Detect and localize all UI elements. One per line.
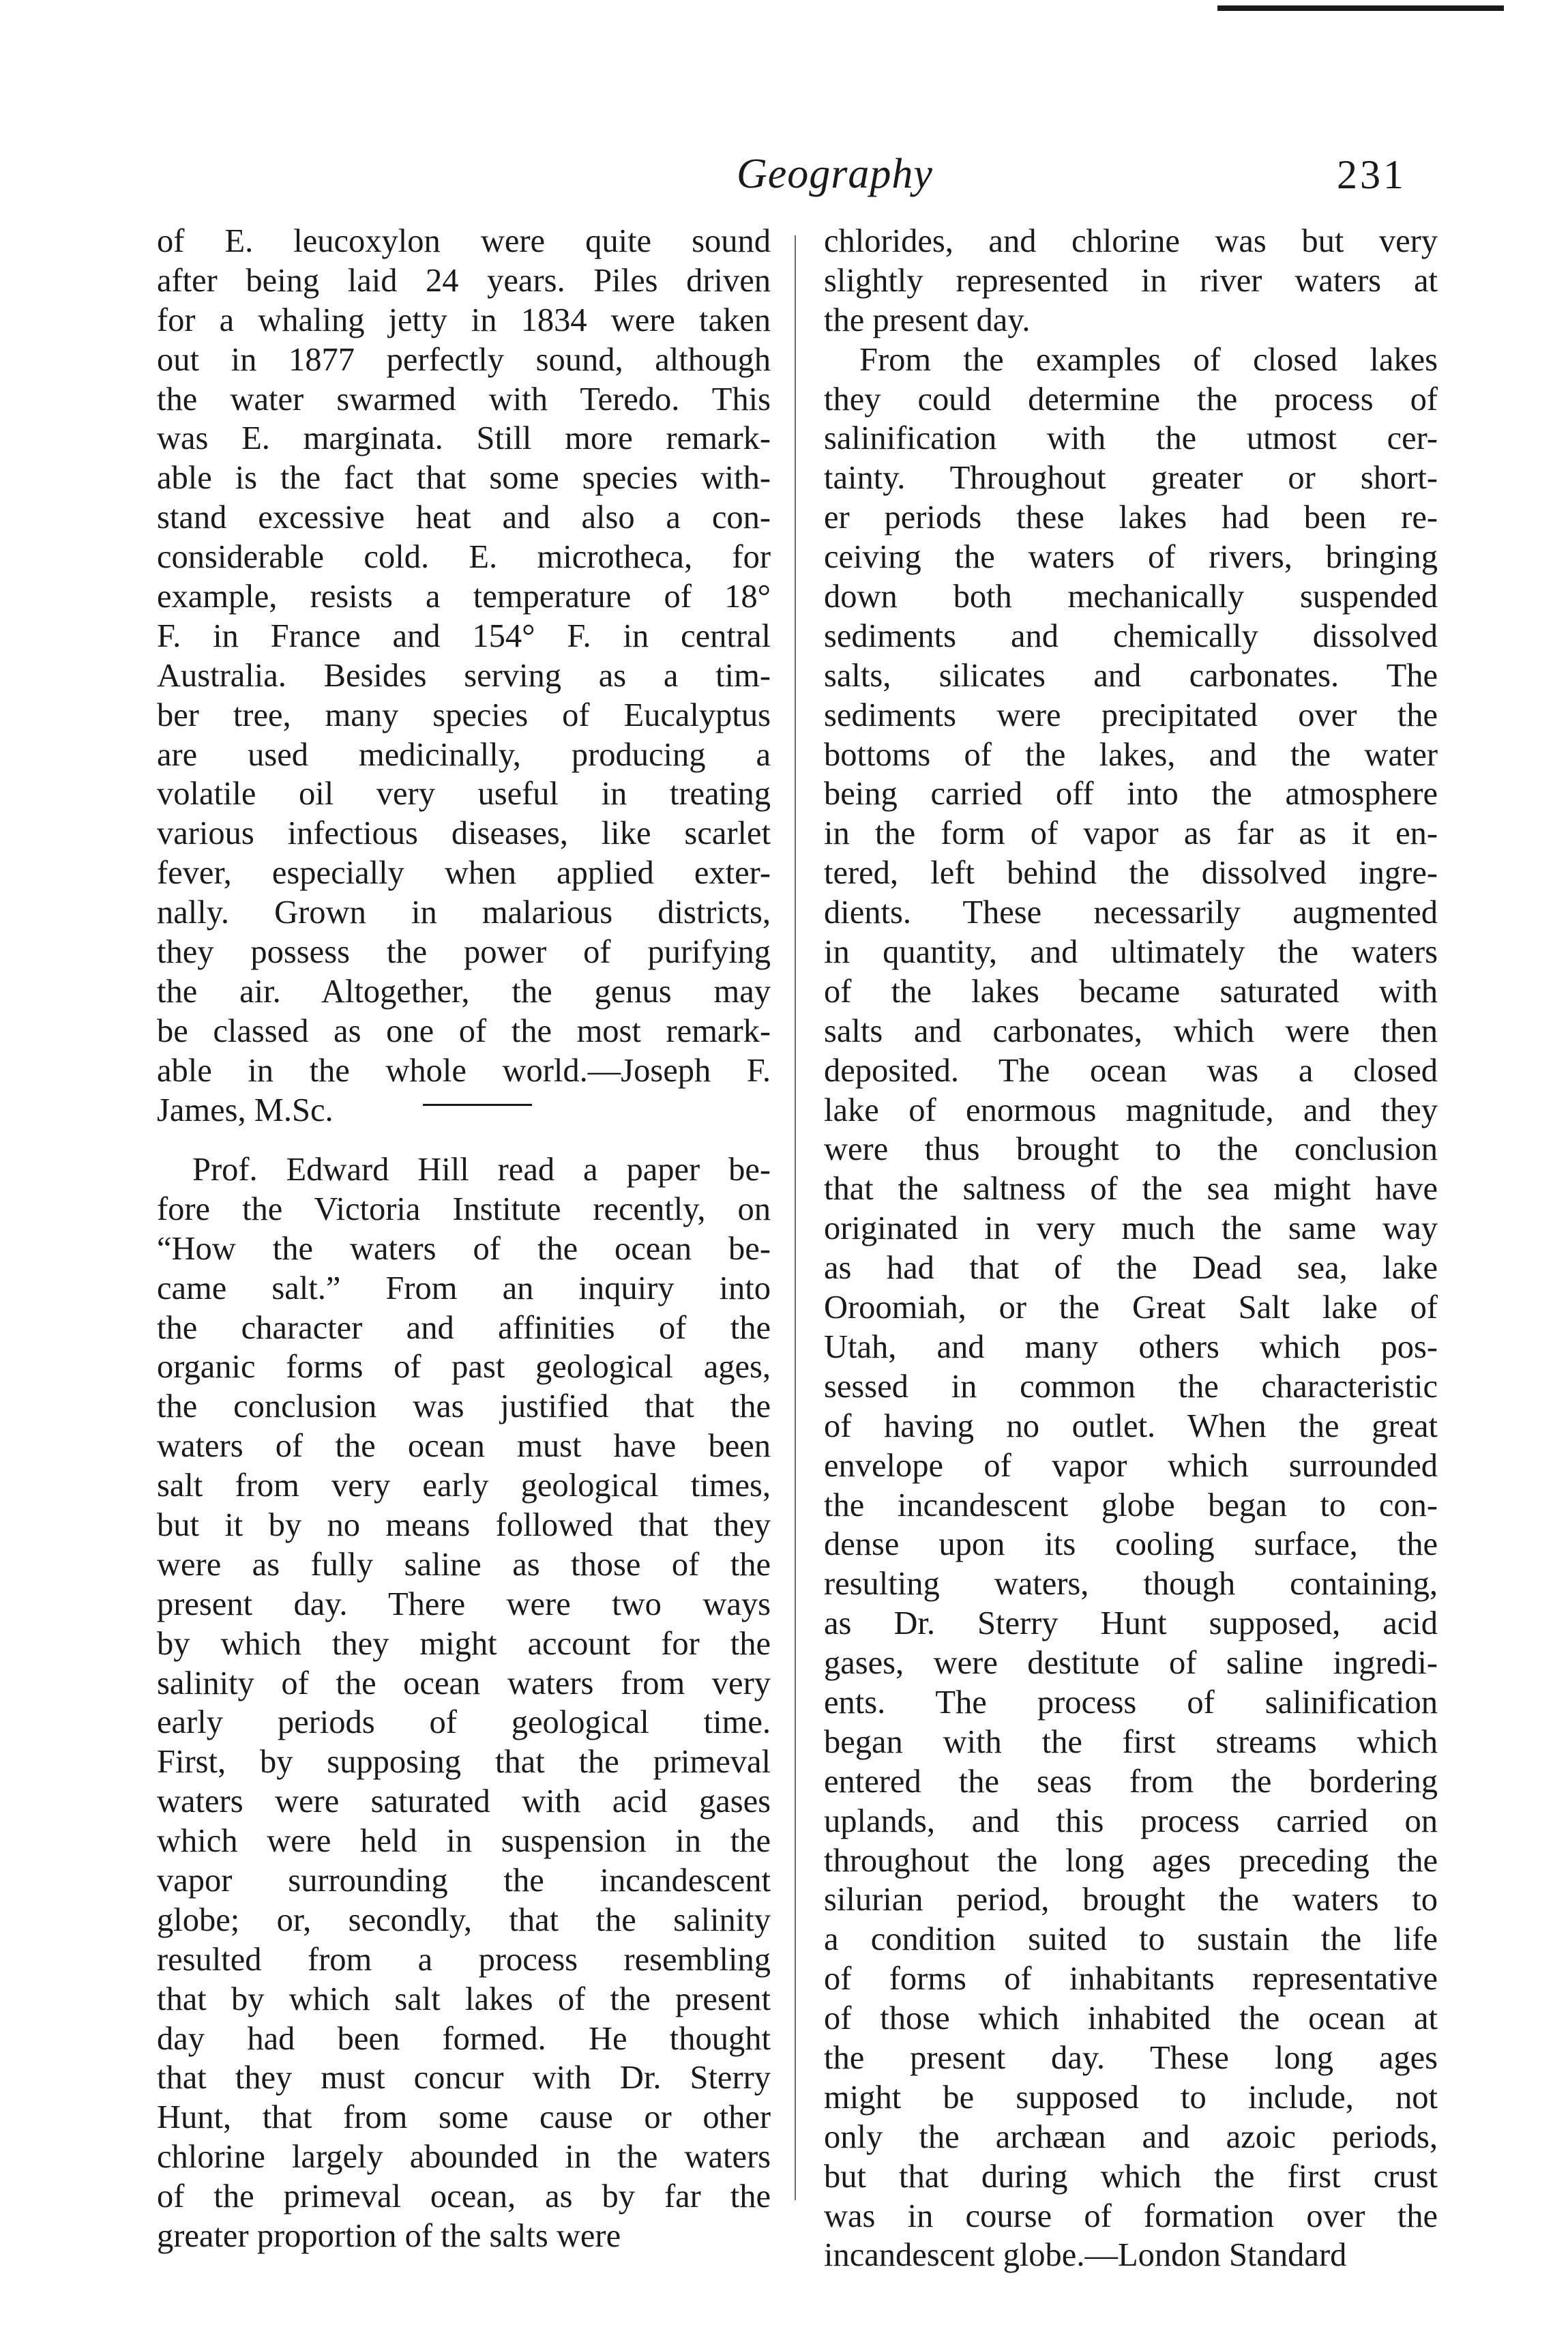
text-line: of forms of inhabitants representative [824, 1961, 1438, 1998]
text-line: tainty. Throughout greater or short- [824, 460, 1438, 497]
text-line: bottoms of the lakes, and the water [824, 736, 1438, 773]
text-line: they could determine the process of [824, 381, 1438, 418]
text-line: the conclusion was justified that the [157, 1388, 771, 1425]
text-line: vapor surrounding the incandescent [157, 1862, 771, 1899]
text-line: sediments and chemically dissolved [824, 617, 1438, 654]
text-line: stand excessive heat and also a con- [157, 499, 771, 536]
text-line: dense upon its cooling surface, the [824, 1526, 1438, 1563]
left-column-article-ocean-salt [157, 1150, 771, 2256]
text-line: envelope of vapor which surrounded [824, 1447, 1438, 1484]
text-line: lake of enormous magnitude, and they [824, 1092, 1438, 1128]
text-line: er periods these lakes had been re- [824, 499, 1438, 536]
article-separator-rule [423, 1104, 532, 1106]
text-line: being carried off into the atmosphere [824, 776, 1438, 813]
text-line: are used medicinally, producing a [157, 736, 771, 773]
text-line: fever, especially when applied exter- [157, 855, 771, 892]
text-line: the air. Altogether, the genus may [157, 973, 771, 1010]
text-line: incandescent globe.—London Standard [824, 2237, 1347, 2274]
text-line: ber tree, many species of Eucalyptus [157, 697, 771, 733]
text-line: volatile oil very useful in treating [157, 776, 771, 813]
text-line: chlorine largely abounded in the waters [157, 2139, 771, 2176]
text-line: entered the seas from the bordering [824, 1763, 1438, 1800]
text-line: waters were saturated with acid gases [157, 1783, 771, 1820]
text-line: fore the Victoria Institute recently, on [157, 1190, 771, 1227]
text-line: that they must concur with Dr. Sterry [157, 2060, 771, 2096]
text-line: “How the waters of the ocean be- [157, 1230, 771, 1267]
text-line: F. in France and 154° F. in central [157, 617, 771, 654]
text-line: but that during which the first crust [824, 2158, 1438, 2195]
text-line: sessed in common the characteristic [824, 1368, 1438, 1405]
text-line: were as fully saline as those of the [157, 1546, 771, 1583]
text-line: which were held in suspension in the [157, 1823, 771, 1860]
text-line: the present day. These long ages [824, 2039, 1438, 2076]
text-line: gases, were destitute of saline ingredi- [824, 1645, 1438, 1682]
text-line: able is the fact that some species with- [157, 460, 771, 497]
text-line: was E. marginata. Still more remark- [157, 420, 771, 457]
text-line: in the form of vapor as far as it en- [824, 815, 1438, 852]
left-column-article-eucalyptus [157, 222, 771, 1130]
text-line: James, M.Sc. [157, 1092, 334, 1128]
page-number: 231 [1337, 152, 1406, 197]
text-line: after being laid 24 years. Piles driven [157, 262, 771, 299]
text-line: Prof. Edward Hill read a paper be- [192, 1152, 771, 1188]
text-line: organic forms of past geological ages, [157, 1349, 771, 1386]
text-line: early periods of geological time. [157, 1704, 771, 1741]
text-line: various infectious diseases, like scarlet [157, 815, 771, 852]
text-line: the water swarmed with Teredo. This [157, 381, 771, 418]
text-line: that by which salt lakes of the present [157, 1981, 771, 2017]
text-line: sediments were precipitated over the [824, 697, 1438, 733]
text-line: in quantity, and ultimately the waters [824, 934, 1438, 971]
text-line: came salt.” From an inquiry into [157, 1270, 771, 1306]
text-line: might be supposed to include, not [824, 2079, 1438, 2116]
right-column-article-ocean-salt [824, 222, 1438, 2275]
text-line: dients. These necessarily augmented [824, 894, 1438, 931]
text-line: First, by supposing that the primeval [157, 1744, 771, 1781]
text-line: of having no outlet. When the great [824, 1407, 1438, 1444]
text-line: Hunt, that from some cause or other [157, 2099, 771, 2136]
text-line: ents. The process of salinification [824, 1684, 1438, 1721]
text-line: uplands, and this process carried on [824, 1802, 1438, 1839]
text-line: chlorides, and chlorine was but very [824, 223, 1438, 259]
text-line: globe; or, secondly, that the salinity [157, 1901, 771, 1938]
text-line: only the archæan and azoic periods, [824, 2118, 1438, 2155]
text-line: as had that of the Dead sea, lake [824, 1250, 1438, 1287]
text-line: of those which inhabited the ocean at [824, 2000, 1438, 2037]
text-line: salt from very early geological times, [157, 1467, 771, 1504]
running-head-title: Geography [737, 151, 933, 197]
text-line: salinity of the ocean waters from very [157, 1665, 771, 1701]
text-line: salinification with the utmost cer- [824, 420, 1438, 457]
text-line: of the primeval ocean, as by far the [157, 2178, 771, 2215]
text-line: ceiving the waters of rivers, bringing [824, 539, 1438, 576]
text-line: out in 1877 perfectly sound, although [157, 341, 771, 378]
text-line: salts, silicates and carbonates. The [824, 657, 1438, 694]
text-line: deposited. The ocean was a closed [824, 1052, 1438, 1089]
text-line: able in the whole world.—Joseph F. [157, 1052, 771, 1089]
text-line: were thus brought to the conclusion [824, 1131, 1438, 1168]
text-line: tered, left behind the dissolved ingre- [824, 855, 1438, 892]
text-line: be classed as one of the most remark- [157, 1012, 771, 1049]
text-line: From the examples of closed lakes [859, 341, 1438, 378]
text-line: nally. Grown in malarious districts, [157, 894, 771, 931]
text-line: slightly represented in river waters at [824, 262, 1438, 299]
text-line: considerable cold. E. microtheca, for [157, 539, 771, 576]
text-line: for a whaling jetty in 1834 were taken [157, 302, 771, 338]
text-line: Utah, and many others which pos- [824, 1328, 1438, 1365]
text-line: the character and affinities of the [157, 1309, 771, 1346]
text-line: that the saltness of the sea might have [824, 1171, 1438, 1208]
text-line: down both mechanically suspended [824, 579, 1438, 615]
text-line: the incandescent globe began to con- [824, 1487, 1438, 1523]
text-line: Oroomiah, or the Great Salt lake of [824, 1289, 1438, 1326]
text-line: of E. leucoxylon were quite sound [157, 223, 771, 259]
text-line: present day. There were two ways [157, 1586, 771, 1622]
text-line: originated in very much the same way [824, 1210, 1438, 1247]
text-line: they possess the power of purifying [157, 934, 771, 971]
text-line: a condition suited to sustain the life [824, 1921, 1438, 1958]
text-line: was in course of formation over the [824, 2197, 1438, 2234]
text-line: throughout the long ages preceding the [824, 1842, 1438, 1879]
column-divider [795, 235, 796, 2200]
text-line: greater proportion of the salts were [157, 2218, 621, 2255]
text-line: salts and carbonates, which were then [824, 1012, 1438, 1049]
text-line: of the lakes became saturated with [824, 973, 1438, 1010]
top-border-rule [1217, 5, 1504, 11]
text-line: the present day. [824, 302, 1031, 338]
text-line: began with the first streams which [824, 1723, 1438, 1760]
text-line: Australia. Besides serving as a tim- [157, 657, 771, 694]
text-line: by which they might account for the [157, 1625, 771, 1662]
text-line: example, resists a temperature of 18° [157, 579, 771, 615]
text-line: day had been formed. He thought [157, 2020, 771, 2057]
text-line: resulting waters, though containing, [824, 1566, 1438, 1603]
text-line: resulted from a process resembling [157, 1941, 771, 1978]
text-line: waters of the ocean must have been [157, 1428, 771, 1465]
text-line: as Dr. Sterry Hunt supposed, acid [824, 1605, 1438, 1642]
text-line: silurian period, brought the waters to [824, 1882, 1438, 1918]
text-line: but it by no means followed that they [157, 1507, 771, 1544]
